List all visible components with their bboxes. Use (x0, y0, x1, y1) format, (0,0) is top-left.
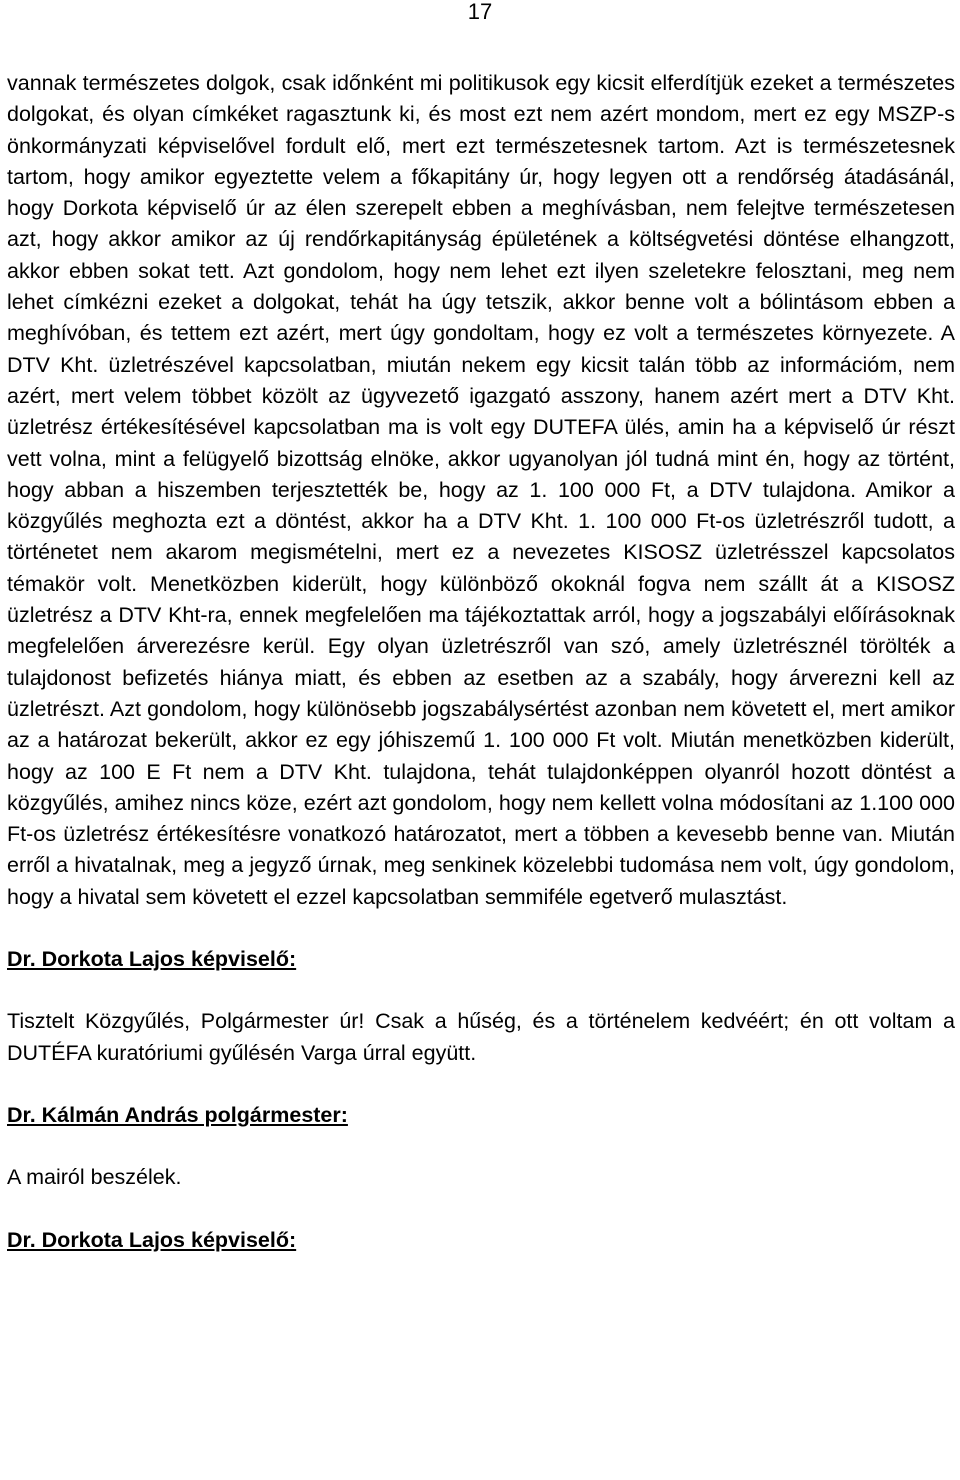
document-body (7, 68, 955, 1256)
spacer (7, 913, 955, 944)
speaker-heading: Dr. Dorkota Lajos képviselő: (7, 1227, 297, 1252)
paragraph-speech: A mairól beszélek. (7, 1165, 182, 1190)
page-number: 17 (467, 0, 493, 24)
spacer (7, 975, 955, 1006)
spacer (7, 1131, 955, 1162)
speaker-heading: Dr. Kálmán András polgármester: (7, 1102, 348, 1127)
spacer (7, 1194, 955, 1225)
speaker-heading: Dr. Dorkota Lajos képviselő: (7, 947, 297, 972)
spacer (7, 1069, 955, 1100)
paragraph-speech-continuation: vannak természetes dolgok, csak időnként mi politikusok egy kicsit elferdítjük ezeket a természetes dolgokat, és olyan címkéket ragasztunk ki, és most ezt nem azért mondom, mert ez egy MSZP-s önkormányzati képviselővel fordult elő, mert ezt természetesnek tartom. Azt is természetesnek tartom, hogy amikor egyeztette velem a főkapitány úr, hogy legyen ott a rendőrség átadásánál, hogy Dorkota képviselő úr az élen szerepelt ebben a meghívásban, nem felejtve természetesen azt, hogy akkor amikor az új rendőrkapitányság épületének a költségvetési döntése elhangzott, akkor ebben sokat tett. Azt gondolom, hogy nem lehet ezt ilyen szeletekre felosztani, meg nem lehet címkézni ezeket a dolgokat, tehát ha úgy tetszik, akkor benne volt a bólintásom ebben a meghívóban, és tettem ezt azért, mert úgy gondoltam, hogy ez volt a természetes környezete. A DTV Kht. üzletrészével kapcsolatban, miután nekem egy kicsit talán több az információm, nem azért, mert velem többet közölt az ügyvezető igazgató asszony, hanem azért mert a DTV Kht. üzletrész értékesítésével kapcsolatban ma is volt egy DUTEFA ülés, amin ha a képviselő úr részt vett volna, mint a felügyelő bizottság elnöke, akkor ugyanolyan jól tudná mint én, hogy az történt, hogy abban a hiszemben terjesztették be, hogy az 1. 100 000 Ft, a DTV tulajdona. Amikor a közgyűlés meghozta ezt a döntést, akkor ha a DTV Kht. 1. 100 000 Ft-os üzletrészről tudott, a történetet nem akarom megismételni, mert ez a nevezetes KISOSZ üzletrésszel kapcsolatos témakör volt. Menetközben kiderült, hogy különböző okoknál fogva nem szállt át a KISOSZ üzletrész a DTV Kht-ra, ennek megfelelően ma tájékoztattak arról, hogy a jogszabályi előírásoknak megfelelően árverezésre kerül. Egy olyan üzletrészről van szó, amely üzletrésznél törölték a tulajdonost befizetés hiánya miatt, és ebben az esetben az a szabály, hogy árverezni kell az üzletrészt. Azt gondolom, hogy különösebb jogszabálysértést azonban nem követett el, mert amikor az a határozat bekerült, akkor ez egy jóhiszemű 1. 100 000 Ft volt. Miután menetközben kiderült, hogy az 100 E Ft nem a DTV Kht. tulajdona, tehát tulajdonképpen olyanról hozott döntést a közgyűlés, amihez nincs köze, ezért azt gondolom, hogy nem kellett volna módosítani az 1.100 000 Ft-os üzletrész értékesítésre vonatkozó határozatot, mert a többen a kevesebb benne van. Miután erről a hivatalnak, meg a jegyző úrnak, meg senkinek közelebbi tudomása nem volt, úgy gondolom, hogy a hivatal sem követett el ezzel kapcsolatban semmiféle egetverő mulasztást. (7, 71, 955, 909)
paragraph-speech: Tisztelt Közgyűlés, Polgármester úr! Csak a hűség, és a történelem kedvéért; én ott voltam a DUTÉFA kuratóriumi gyűlésén Varga úrral együtt. (7, 1009, 955, 1065)
